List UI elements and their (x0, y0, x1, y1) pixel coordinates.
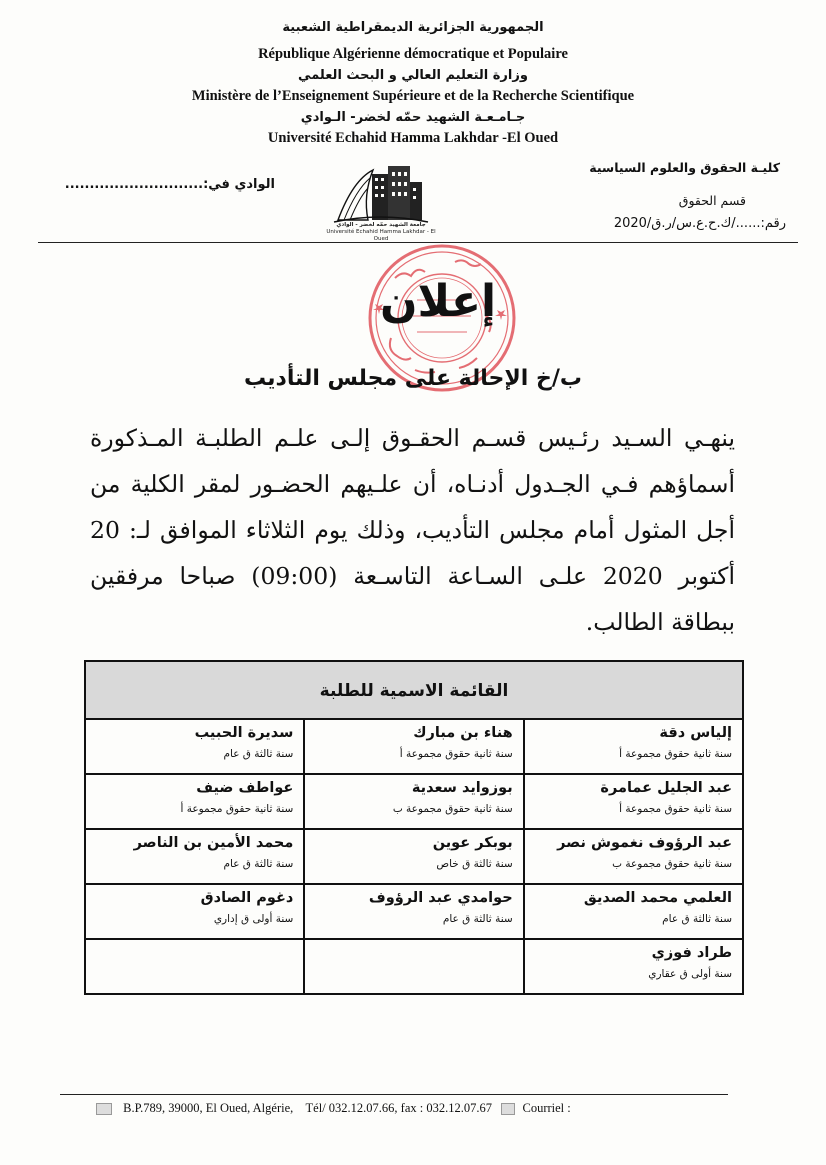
student-name: حوامدي عبد الرؤوف (368, 890, 513, 906)
table-row (85, 884, 743, 939)
student-name: محمد الأمين بن الناصر (133, 835, 294, 851)
student-name: عبد الجليل عمامرة (600, 780, 732, 796)
student-level: سنة ثانية حقوق مجموعة ب (392, 803, 513, 815)
student-name: عبد الرؤوف نغموش نصر (557, 835, 732, 851)
table-header-row (85, 661, 743, 719)
announcement-body: ينهـي السـيد رئـيس قسـم الحقـوق إلـى علـم الطلبـة المـذكورة أسماؤهم فـي الجـدول أدنـاه، أن علـيهم الحضـور لمقر الكلية من أجل المثول أمام مجلس التأديب، وذلك يوم الثلاثاء الموافق لـ: 20 أكتوبر 2020 علـى السـاعة التاسـعة (09:00) صباحا مرفقين ببطاقة الطالب. (90, 424, 735, 636)
logo-caption-french: Université Echahid Hamma Lakhdar - El Oued (326, 229, 436, 242)
student-cell (304, 719, 523, 774)
student-level: سنة ثانية حقوق مجموعة أ (399, 748, 513, 760)
student-level: سنة أولى ق إداري (213, 913, 294, 925)
announcement-subject: ب/خ الإحالة على مجلس التأديب (244, 366, 582, 391)
footer-phone-fax: Tél/ 032.12.07.66, fax : 032.12.07.67 (305, 1101, 492, 1115)
student-cell (524, 774, 743, 829)
place-date-line: الوادي في:............................ (64, 177, 275, 192)
table-header: القائمة الاسمية للطلبة (85, 661, 743, 719)
student-name: إلياس دقة (659, 725, 732, 741)
student-cell (524, 939, 743, 994)
student-name: هناء بن مبارك (413, 725, 513, 741)
student-name: عواطف ضيف (196, 780, 294, 796)
student-level: سنة ثالثة ق عام (223, 748, 294, 760)
student-cell (85, 829, 304, 884)
table-row (85, 829, 743, 884)
student-cell (304, 774, 523, 829)
table-row (85, 719, 743, 774)
announcement-title: إعلان (380, 276, 497, 327)
student-cell (304, 884, 523, 939)
student-level: سنة ثالثة ق عام (662, 913, 732, 925)
university-arabic: جـامـعـة الشهيد حمّه لخضر- الـوادي (300, 110, 526, 125)
table-row (85, 774, 743, 829)
student-cell (524, 884, 743, 939)
footer-email-label: Courriel : (522, 1101, 571, 1115)
student-name: العلمي محمد الصديق (583, 890, 732, 906)
email-icon (501, 1103, 515, 1115)
republic-arabic: الجمهورية الجزائرية الديمقراطية الشعبية (282, 20, 544, 35)
department-name: قسم الحقوق (678, 193, 746, 208)
footer-address: B.P.789, 39000, El Oued, Algérie, (123, 1101, 294, 1115)
student-cell (85, 774, 304, 829)
empty-cell (304, 939, 523, 994)
student-cell (524, 829, 743, 884)
student-name: بوزوايد سعدية (411, 780, 513, 796)
student-name: بوبكر عوين (432, 835, 513, 851)
mail-icon (96, 1103, 112, 1115)
reference-number: رقم:....../ك.ح.ع.س/ر.ق/2020 (613, 216, 786, 231)
student-level: سنة أولى ق عقاري (648, 968, 732, 980)
faculty-name: كليـة الحقوق والعلوم السياسية (589, 160, 780, 175)
student-level: سنة ثانية حقوق مجموعة ب (612, 858, 732, 870)
empty-cell (85, 939, 304, 994)
footer-divider (60, 1094, 728, 1095)
student-level: سنة ثالثة ق عام (223, 858, 294, 870)
university-french: Université Echahid Hamma Lakhdar -El Oued (267, 130, 559, 146)
republic-french: République Algérienne démocratique et Populaire (258, 46, 568, 62)
ministry-french: Ministère de l’Enseignement Supérieure et de la Recherche Scientifique (191, 88, 635, 104)
student-cell (85, 884, 304, 939)
student-name: سديرة الحبيب (194, 725, 294, 741)
logo-caption-arabic: جامعة الشهيد حمّه لخضر - الوادي (336, 222, 426, 228)
student-level: سنة ثالثة ق عام (442, 913, 513, 925)
table-row (85, 939, 743, 994)
student-name: طراد فوزي (651, 945, 732, 961)
student-name: دغوم الصادق (200, 890, 294, 906)
footer (96, 1101, 746, 1116)
student-level: سنة ثانية حقوق مجموعة أ (180, 803, 294, 815)
ministry-arabic: وزارة التعليم العالي و البحث العلمي (298, 68, 528, 83)
student-cell (524, 719, 743, 774)
student-cell (304, 829, 523, 884)
student-cell (85, 719, 304, 774)
student-level: سنة ثانية حقوق مجموعة أ (619, 803, 732, 815)
student-level: سنة ثانية حقوق مجموعة أ (619, 748, 732, 760)
student-level: سنة ثالثة ق خاص (436, 858, 513, 870)
student-list-table (84, 660, 744, 995)
